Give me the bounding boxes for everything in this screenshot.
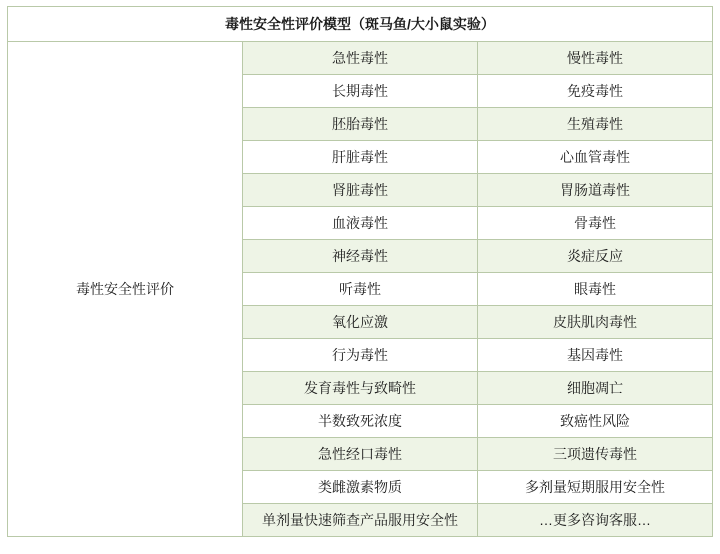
table-cell-left: 听毒性 (243, 273, 478, 306)
table-cell-right: 细胞凋亡 (478, 372, 713, 405)
table-cell-left: 血液毒性 (243, 207, 478, 240)
table-cell-right: 免疫毒性 (478, 75, 713, 108)
table-cell-left: 急性经口毒性 (243, 438, 478, 471)
table-cell-right: 炎症反应 (478, 240, 713, 273)
table-cell-right: 生殖毒性 (478, 108, 713, 141)
table-body (8, 7, 713, 537)
table-cell-right: 慢性毒性 (478, 42, 713, 75)
table-cell-left: 长期毒性 (243, 75, 478, 108)
table-cell-right: 三项遗传毒性 (478, 438, 713, 471)
table-cell-right: 皮肤肌肉毒性 (478, 306, 713, 339)
table-cell-left: 胚胎毒性 (243, 108, 478, 141)
table-title: 毒性安全性评价模型（斑马鱼/大小鼠实验） (8, 7, 713, 42)
table-cell-left: 单剂量快速筛查产品服用安全性 (243, 504, 478, 537)
table-cell-left: 氧化应激 (243, 306, 478, 339)
table-cell-left: 半数致死浓度 (243, 405, 478, 438)
table-cell-right: 基因毒性 (478, 339, 713, 372)
row-group-label: 毒性安全性评价 (8, 42, 243, 537)
table-cell-left: 行为毒性 (243, 339, 478, 372)
table-cell-left: 发育毒性与致畸性 (243, 372, 478, 405)
table-cell-right: 致癌性风险 (478, 405, 713, 438)
table-cell-left: 类雌激素物质 (243, 471, 478, 504)
table-title-row (8, 7, 713, 42)
table-cell-right: 多剂量短期服用安全性 (478, 471, 713, 504)
table-cell-left: 肾脏毒性 (243, 174, 478, 207)
toxicity-model-table (7, 6, 713, 537)
table-row (8, 42, 713, 75)
table-cell-right: 眼毒性 (478, 273, 713, 306)
document-container (7, 6, 713, 537)
table-cell-left: 神经毒性 (243, 240, 478, 273)
table-cell-left: 肝脏毒性 (243, 141, 478, 174)
table-cell-right: 骨毒性 (478, 207, 713, 240)
table-cell-right: 胃肠道毒性 (478, 174, 713, 207)
table-cell-right: …更多咨询客服… (478, 504, 713, 537)
table-cell-left: 急性毒性 (243, 42, 478, 75)
table-cell-right: 心血管毒性 (478, 141, 713, 174)
